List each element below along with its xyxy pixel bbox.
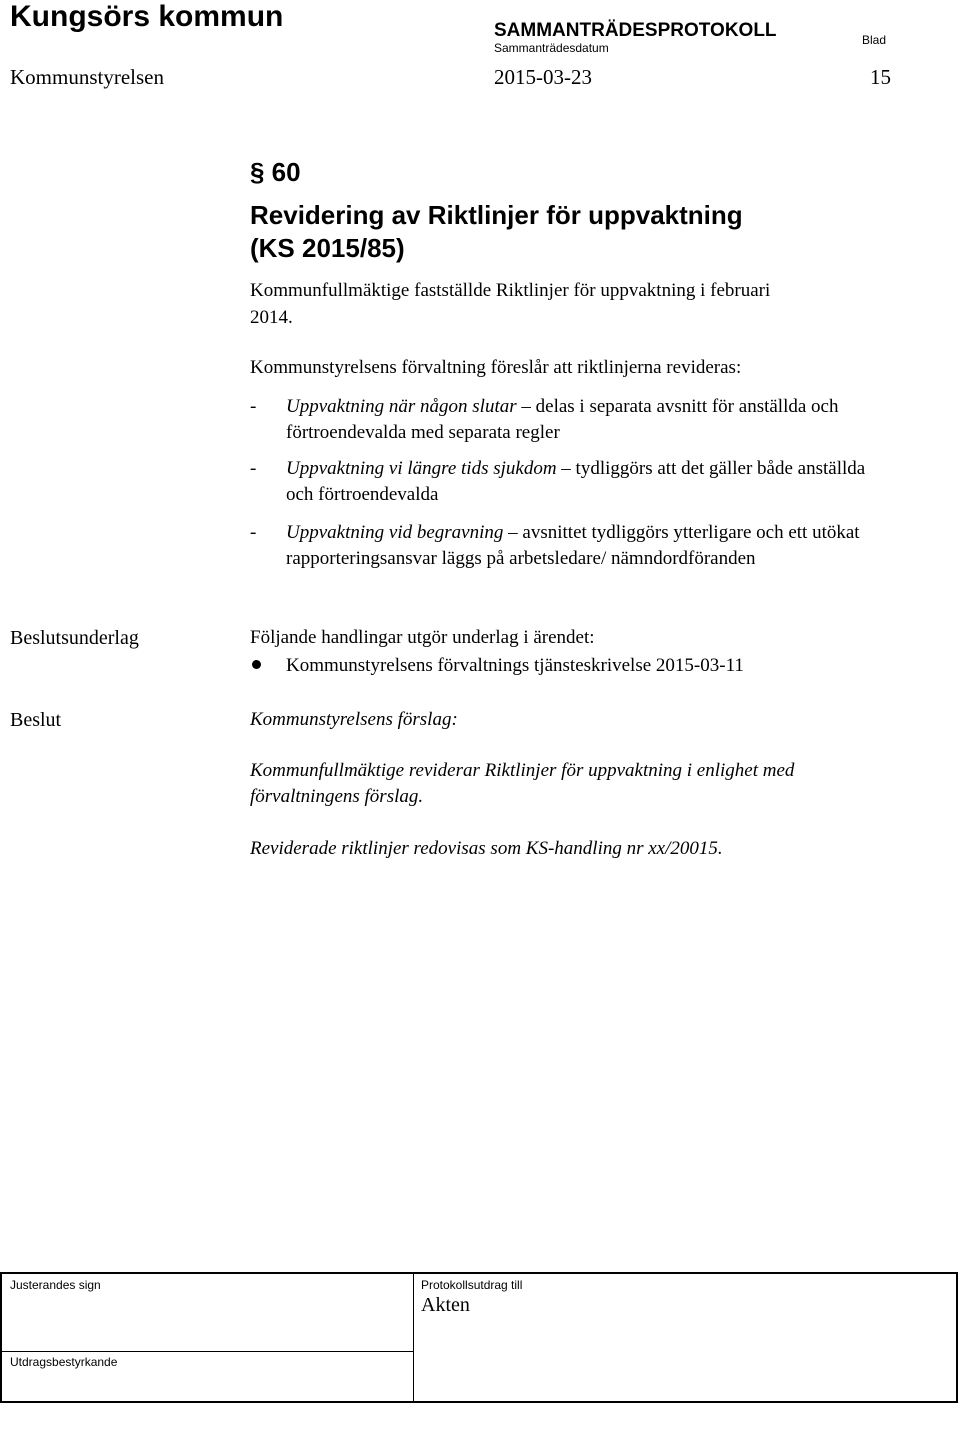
list-item-emphasis: Uppvaktning vi längre tids sjukdom xyxy=(286,458,557,479)
municipality-name: Kungsörs kommun xyxy=(10,0,284,33)
footer-column-divider xyxy=(413,1272,414,1403)
certify-label: Utdragsbestyrkande xyxy=(10,1355,118,1369)
meeting-date: 2015-03-23 xyxy=(494,65,592,89)
section-title xyxy=(250,199,940,265)
documents-intro: Följande handlingar utgör underlag i ärendet: xyxy=(250,627,595,648)
list-item-text: – tydliggörs att det gäller både anställda och förtroendevalda xyxy=(286,458,866,505)
dash-marker: - xyxy=(250,396,257,417)
list-item-emphasis: Uppvaktning när någon slutar xyxy=(286,396,517,417)
section-title-line-1: Revidering av Riktlinjer för uppvaktning xyxy=(250,200,743,230)
document-type: SAMMANTRÄDESPROTOKOLL xyxy=(494,20,777,41)
list-item-text: – delas i separata avsnitt för anställda och förtroendevalda med separata regler xyxy=(286,396,839,443)
page-label: Blad xyxy=(862,33,887,47)
list-item-emphasis: Uppvaktning vid begravning xyxy=(286,522,504,543)
footer-divider xyxy=(0,1351,414,1352)
extract-recipient: Akten xyxy=(421,1294,470,1316)
basis-label: Beslutsunderlag xyxy=(10,627,139,649)
footer-top-border xyxy=(0,1272,958,1274)
list-item xyxy=(250,394,870,446)
decision-text: Kommunfullmäktige reviderar Riktlinjer för uppvaktning i enlighet med förvaltningens förslag. xyxy=(250,760,795,807)
signature-footer xyxy=(0,1272,958,1403)
decision-label: Beslut xyxy=(10,709,62,731)
footer-left-border xyxy=(0,1272,2,1403)
decision-note: Reviderade riktlinjer redovisas som KS-handling nr xx/20015. xyxy=(250,838,723,859)
section-title-line-2: (KS 2015/85) xyxy=(250,233,405,263)
list-item xyxy=(250,456,870,508)
dash-marker: - xyxy=(250,458,257,479)
intro-paragraph: Kommunfullmäktige fastställde Riktlinjer för uppvaktning i februari 2014. xyxy=(250,280,771,328)
document-item: Kommunstyrelsens förvaltnings tjänsteskrivelse 2015-03-11 xyxy=(286,655,744,676)
meeting-date-label: Sammanträdesdatum xyxy=(494,41,609,55)
body-name: Kommunstyrelsen xyxy=(10,65,164,89)
list-item xyxy=(250,520,870,572)
proposal-heading: Kommunstyrelsens förslag: xyxy=(250,709,458,730)
dash-marker: - xyxy=(250,522,257,543)
proposal-intro: Kommunstyrelsens förvaltning föreslår att riktlinjerna revideras: xyxy=(250,357,742,378)
footer-bottom-border xyxy=(0,1401,958,1403)
footer-right-border xyxy=(956,1272,958,1403)
sign-label: Justerandes sign xyxy=(10,1278,101,1292)
list-item-text: – avsnittet tydliggörs ytterligare och ett utökat rapporteringsansvar läggs på arbetsledare/ nämndordföranden xyxy=(286,522,860,569)
bullet-icon xyxy=(252,660,261,669)
extract-label: Protokollsutdrag till xyxy=(421,1278,523,1292)
section-number: § 60 xyxy=(250,157,301,187)
page-number: 15 xyxy=(870,65,891,89)
